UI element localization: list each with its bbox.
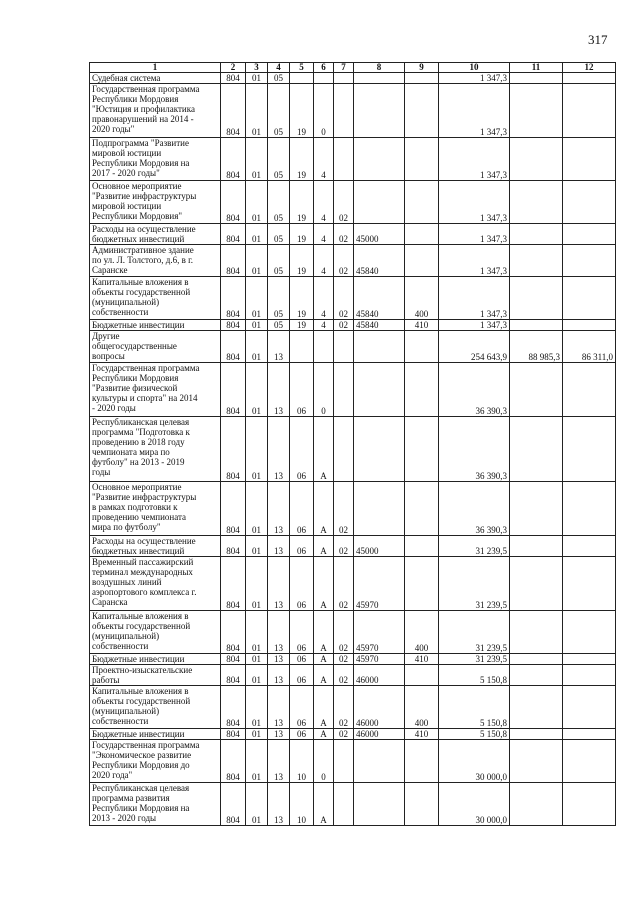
cell-c2: 804 [221, 224, 246, 245]
cell-c11 [510, 181, 563, 224]
cell-c12 [563, 138, 616, 181]
cell-c2: 804 [221, 654, 246, 665]
page-number: 317 [588, 32, 608, 47]
cell-c4: 05 [268, 320, 290, 331]
cell-c3: 01 [246, 665, 268, 686]
row-name: Другие общегосударственные вопросы [90, 331, 221, 363]
cell-c9 [405, 783, 439, 826]
cell-c9 [405, 245, 439, 277]
cell-c2: 804 [221, 557, 246, 611]
column-header: 1 [90, 63, 221, 73]
cell-c12 [563, 417, 616, 482]
row-name: Республиканская целевая программа развития Республики Мордовия на 2013 - 2020 годы [90, 783, 221, 826]
cell-c6: 4 [314, 224, 334, 245]
cell-c6: А [314, 729, 334, 740]
row-name: Бюджетные инвестиции [90, 320, 221, 331]
cell-c4: 13 [268, 686, 290, 729]
table-row [90, 665, 616, 686]
table-row [90, 224, 616, 245]
cell-c9 [405, 84, 439, 138]
table-body [90, 73, 616, 826]
cell-c2: 804 [221, 482, 246, 536]
cell-c6: 4 [314, 138, 334, 181]
cell-c8 [354, 363, 405, 417]
cell-c12 [563, 536, 616, 557]
cell-c6: А [314, 417, 334, 482]
cell-c2: 804 [221, 729, 246, 740]
cell-c8 [354, 181, 405, 224]
table-row [90, 740, 616, 783]
table-row [90, 783, 616, 826]
cell-c6: А [314, 536, 334, 557]
cell-c3: 01 [246, 557, 268, 611]
cell-c2: 804 [221, 686, 246, 729]
column-header: 4 [268, 63, 290, 73]
cell-c12 [563, 73, 616, 84]
cell-c3: 01 [246, 686, 268, 729]
cell-c11 [510, 783, 563, 826]
cell-c10: 36 390,3 [439, 417, 510, 482]
row-name: Проектно-изыскательские работы [90, 665, 221, 686]
cell-c7: 02 [334, 729, 354, 740]
row-name: Капитальные вложения в объекты государственной (муниципальной) собственности [90, 611, 221, 654]
cell-c5 [290, 331, 314, 363]
cell-c9: 400 [405, 277, 439, 320]
cell-c12 [563, 557, 616, 611]
cell-c12 [563, 686, 616, 729]
cell-c4: 05 [268, 245, 290, 277]
cell-c5: 06 [290, 686, 314, 729]
cell-c10: 31 239,5 [439, 557, 510, 611]
cell-c6: А [314, 783, 334, 826]
cell-c5: 06 [290, 417, 314, 482]
cell-c10: 30 000,0 [439, 740, 510, 783]
cell-c3: 01 [246, 536, 268, 557]
cell-c8: 45000 [354, 536, 405, 557]
cell-c3: 01 [246, 245, 268, 277]
cell-c12 [563, 363, 616, 417]
cell-c7 [334, 740, 354, 783]
cell-c7: 02 [334, 536, 354, 557]
cell-c3: 01 [246, 654, 268, 665]
cell-c11 [510, 654, 563, 665]
cell-c2: 804 [221, 181, 246, 224]
table-header-row [90, 63, 616, 73]
row-name: Судебная система [90, 73, 221, 84]
cell-c5: 19 [290, 245, 314, 277]
cell-c11 [510, 417, 563, 482]
cell-c9 [405, 557, 439, 611]
cell-c5: 10 [290, 740, 314, 783]
cell-c7: 02 [334, 611, 354, 654]
cell-c2: 804 [221, 363, 246, 417]
cell-c12 [563, 783, 616, 826]
cell-c12 [563, 277, 616, 320]
row-name: Временный пассажирский терминал международных воздушных линий аэропортового комплекса г. Саранска [90, 557, 221, 611]
cell-c6: 0 [314, 84, 334, 138]
cell-c5: 19 [290, 320, 314, 331]
cell-c12 [563, 611, 616, 654]
cell-c4: 13 [268, 557, 290, 611]
cell-c7 [334, 417, 354, 482]
cell-c4: 05 [268, 73, 290, 84]
cell-c7 [334, 363, 354, 417]
cell-c6: А [314, 557, 334, 611]
row-name: Государственная программа "Экономическое развитие Республики Мордовия до 2020 года" [90, 740, 221, 783]
column-header: 12 [563, 63, 616, 73]
cell-c8: 45970 [354, 654, 405, 665]
cell-c7 [334, 73, 354, 84]
cell-c10: 5 150,8 [439, 729, 510, 740]
table-row [90, 686, 616, 729]
cell-c7: 02 [334, 320, 354, 331]
cell-c11 [510, 73, 563, 84]
cell-c7 [334, 84, 354, 138]
cell-c10: 31 239,5 [439, 654, 510, 665]
cell-c5: 19 [290, 181, 314, 224]
cell-c3: 01 [246, 729, 268, 740]
budget-table [89, 62, 616, 826]
cell-c7 [334, 331, 354, 363]
cell-c7: 02 [334, 482, 354, 536]
table-row [90, 654, 616, 665]
cell-c3: 01 [246, 482, 268, 536]
cell-c3: 01 [246, 138, 268, 181]
cell-c8: 45840 [354, 277, 405, 320]
cell-c3: 01 [246, 224, 268, 245]
cell-c8 [354, 783, 405, 826]
column-header: 8 [354, 63, 405, 73]
cell-c6 [314, 73, 334, 84]
cell-c6: 0 [314, 363, 334, 417]
cell-c4: 13 [268, 665, 290, 686]
cell-c2: 804 [221, 73, 246, 84]
cell-c10: 1 347,3 [439, 320, 510, 331]
cell-c7: 02 [334, 557, 354, 611]
row-name: Капитальные вложения в объекты государственной (муниципальной) собственности [90, 277, 221, 320]
row-name: Государственная программа Республики Мордовия "Развитие физической культуры и спорта" на 2014 - 2020 годы [90, 363, 221, 417]
cell-c8: 46000 [354, 729, 405, 740]
cell-c3: 01 [246, 181, 268, 224]
cell-c2: 804 [221, 536, 246, 557]
cell-c8 [354, 331, 405, 363]
cell-c3: 01 [246, 277, 268, 320]
column-header: 5 [290, 63, 314, 73]
cell-c12 [563, 740, 616, 783]
cell-c3: 01 [246, 740, 268, 783]
cell-c7 [334, 783, 354, 826]
cell-c6: А [314, 482, 334, 536]
cell-c7: 02 [334, 665, 354, 686]
cell-c7: 02 [334, 686, 354, 729]
cell-c10: 1 347,3 [439, 138, 510, 181]
cell-c3: 01 [246, 331, 268, 363]
cell-c3: 01 [246, 417, 268, 482]
cell-c8: 45000 [354, 224, 405, 245]
cell-c9 [405, 536, 439, 557]
table-row [90, 320, 616, 331]
cell-c2: 804 [221, 611, 246, 654]
table-row [90, 482, 616, 536]
cell-c8 [354, 84, 405, 138]
table-row [90, 417, 616, 482]
cell-c4: 13 [268, 611, 290, 654]
cell-c8: 45840 [354, 245, 405, 277]
cell-c5: 10 [290, 783, 314, 826]
cell-c9: 410 [405, 320, 439, 331]
table-row [90, 363, 616, 417]
cell-c6: А [314, 665, 334, 686]
cell-c6: 4 [314, 181, 334, 224]
cell-c10: 1 347,3 [439, 73, 510, 84]
cell-c11 [510, 729, 563, 740]
cell-c8: 45970 [354, 611, 405, 654]
cell-c7: 02 [334, 245, 354, 277]
cell-c2: 804 [221, 138, 246, 181]
cell-c8: 46000 [354, 686, 405, 729]
table-row [90, 138, 616, 181]
cell-c10: 36 390,3 [439, 482, 510, 536]
cell-c12 [563, 665, 616, 686]
cell-c8 [354, 417, 405, 482]
cell-c2: 804 [221, 84, 246, 138]
cell-c12 [563, 320, 616, 331]
cell-c8 [354, 73, 405, 84]
cell-c4: 13 [268, 654, 290, 665]
cell-c11 [510, 84, 563, 138]
cell-c9 [405, 417, 439, 482]
cell-c3: 01 [246, 611, 268, 654]
cell-c10: 1 347,3 [439, 277, 510, 320]
cell-c5: 19 [290, 84, 314, 138]
cell-c9 [405, 363, 439, 417]
column-header: 9 [405, 63, 439, 73]
cell-c6: А [314, 611, 334, 654]
cell-c9 [405, 482, 439, 536]
cell-c3: 01 [246, 84, 268, 138]
cell-c11: 88 985,3 [510, 331, 563, 363]
cell-c3: 01 [246, 73, 268, 84]
cell-c10: 1 347,3 [439, 84, 510, 138]
cell-c4: 13 [268, 783, 290, 826]
cell-c12 [563, 729, 616, 740]
cell-c5: 19 [290, 224, 314, 245]
cell-c9: 400 [405, 611, 439, 654]
cell-c2: 804 [221, 783, 246, 826]
cell-c5: 06 [290, 363, 314, 417]
cell-c11 [510, 557, 563, 611]
cell-c9 [405, 73, 439, 84]
column-header: 11 [510, 63, 563, 73]
cell-c10: 1 347,3 [439, 224, 510, 245]
row-name: Капитальные вложения в объекты государственной (муниципальной) собственности [90, 686, 221, 729]
row-name: Бюджетные инвестиции [90, 654, 221, 665]
cell-c7 [334, 138, 354, 181]
cell-c4: 05 [268, 181, 290, 224]
cell-c3: 01 [246, 363, 268, 417]
cell-c12 [563, 181, 616, 224]
cell-c9 [405, 331, 439, 363]
cell-c3: 01 [246, 320, 268, 331]
cell-c11 [510, 536, 563, 557]
cell-c10: 1 347,3 [439, 245, 510, 277]
table-row [90, 331, 616, 363]
cell-c12 [563, 654, 616, 665]
cell-c5: 06 [290, 729, 314, 740]
cell-c5: 06 [290, 611, 314, 654]
cell-c10: 31 239,5 [439, 536, 510, 557]
cell-c9: 400 [405, 686, 439, 729]
cell-c5 [290, 73, 314, 84]
column-header: 10 [439, 63, 510, 73]
cell-c5: 06 [290, 536, 314, 557]
cell-c2: 804 [221, 277, 246, 320]
cell-c11 [510, 482, 563, 536]
cell-c2: 804 [221, 331, 246, 363]
row-name: Основное мероприятие "Развитие инфраструктуры мировой юстиции Республики Мордовия" [90, 181, 221, 224]
cell-c8 [354, 138, 405, 181]
cell-c7: 02 [334, 224, 354, 245]
cell-c8 [354, 740, 405, 783]
cell-c9: 410 [405, 654, 439, 665]
cell-c2: 804 [221, 740, 246, 783]
cell-c12 [563, 224, 616, 245]
cell-c11 [510, 363, 563, 417]
cell-c4: 05 [268, 138, 290, 181]
cell-c10: 5 150,8 [439, 686, 510, 729]
cell-c5: 06 [290, 654, 314, 665]
cell-c10: 1 347,3 [439, 181, 510, 224]
cell-c11 [510, 245, 563, 277]
cell-c4: 13 [268, 740, 290, 783]
cell-c9: 410 [405, 729, 439, 740]
table-row [90, 729, 616, 740]
cell-c11 [510, 686, 563, 729]
cell-c4: 13 [268, 482, 290, 536]
cell-c8: 45840 [354, 320, 405, 331]
cell-c4: 05 [268, 84, 290, 138]
row-name: Административное здание по ул. Л. Толстого, д.6, в г. Саранске [90, 245, 221, 277]
cell-c7: 02 [334, 181, 354, 224]
cell-c6: 4 [314, 277, 334, 320]
table-row [90, 84, 616, 138]
cell-c2: 804 [221, 665, 246, 686]
cell-c11 [510, 138, 563, 181]
cell-c9 [405, 138, 439, 181]
cell-c10: 36 390,3 [439, 363, 510, 417]
cell-c9 [405, 665, 439, 686]
cell-c4: 05 [268, 277, 290, 320]
cell-c12 [563, 245, 616, 277]
column-header: 7 [334, 63, 354, 73]
table-row [90, 73, 616, 84]
row-name: Республиканская целевая программа "Подготовка к проведению в 2018 году чемпионата мира по футболу" на 2013 - 2019 годы [90, 417, 221, 482]
cell-c2: 804 [221, 245, 246, 277]
table-row [90, 277, 616, 320]
column-header: 2 [221, 63, 246, 73]
table-row [90, 557, 616, 611]
cell-c11 [510, 740, 563, 783]
cell-c10: 5 150,8 [439, 665, 510, 686]
cell-c3: 01 [246, 783, 268, 826]
cell-c8 [354, 482, 405, 536]
column-header: 3 [246, 63, 268, 73]
cell-c6 [314, 331, 334, 363]
cell-c4: 05 [268, 224, 290, 245]
cell-c10: 31 239,5 [439, 611, 510, 654]
cell-c4: 13 [268, 331, 290, 363]
row-name: Расходы на осуществление бюджетных инвестиций [90, 536, 221, 557]
cell-c6: А [314, 654, 334, 665]
cell-c12: 86 311,0 [563, 331, 616, 363]
cell-c4: 13 [268, 536, 290, 557]
cell-c7: 02 [334, 654, 354, 665]
row-name: Расходы на осуществление бюджетных инвестиций [90, 224, 221, 245]
cell-c8: 45970 [354, 557, 405, 611]
table-row [90, 536, 616, 557]
cell-c11 [510, 224, 563, 245]
cell-c11 [510, 665, 563, 686]
cell-c7: 02 [334, 277, 354, 320]
cell-c10: 30 000,0 [439, 783, 510, 826]
cell-c9 [405, 740, 439, 783]
cell-c9 [405, 224, 439, 245]
cell-c6: 4 [314, 245, 334, 277]
row-name: Подпрограмма "Развитие мировой юстиции Республики Мордовия на 2017 - 2020 годы" [90, 138, 221, 181]
table-row [90, 611, 616, 654]
cell-c10: 254 643,9 [439, 331, 510, 363]
table-row [90, 181, 616, 224]
cell-c11 [510, 277, 563, 320]
cell-c6: 4 [314, 320, 334, 331]
row-name: Государственная программа Республики Мордовия "Юстиция и профилактика правонарушений на 2014 - 2020 годы" [90, 84, 221, 138]
cell-c8: 46000 [354, 665, 405, 686]
row-name: Основное мероприятие "Развитие инфраструктуры в рамках подготовки к проведению чемпионата мира по футболу" [90, 482, 221, 536]
cell-c2: 804 [221, 320, 246, 331]
cell-c5: 06 [290, 557, 314, 611]
cell-c11 [510, 611, 563, 654]
cell-c5: 19 [290, 138, 314, 181]
cell-c11 [510, 320, 563, 331]
cell-c5: 06 [290, 482, 314, 536]
row-name: Бюджетные инвестиции [90, 729, 221, 740]
cell-c9 [405, 181, 439, 224]
cell-c5: 06 [290, 665, 314, 686]
cell-c6: А [314, 686, 334, 729]
cell-c4: 13 [268, 729, 290, 740]
column-header: 6 [314, 63, 334, 73]
cell-c5: 19 [290, 277, 314, 320]
cell-c2: 804 [221, 417, 246, 482]
table-row [90, 245, 616, 277]
cell-c12 [563, 482, 616, 536]
cell-c6: 0 [314, 740, 334, 783]
cell-c12 [563, 84, 616, 138]
cell-c4: 13 [268, 363, 290, 417]
cell-c4: 13 [268, 417, 290, 482]
